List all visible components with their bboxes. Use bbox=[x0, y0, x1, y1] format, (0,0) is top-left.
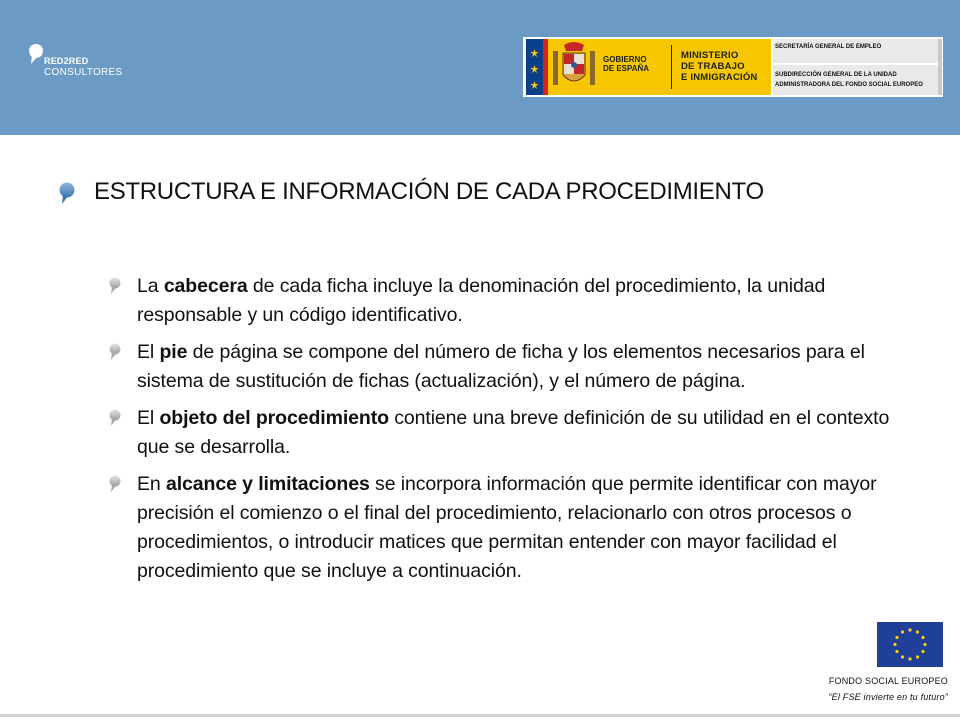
bullet-text: de cada ficha incluye la denominación del procedimiento, la unidad responsable y un código identificativo. bbox=[137, 275, 826, 326]
speech-bubble-icon bbox=[108, 475, 122, 495]
bullet-prefix: El bbox=[137, 407, 160, 429]
bullet-text: contiene una breve definición de su utilidad en el contexto que se desarrolla. bbox=[137, 407, 890, 458]
list-item bbox=[108, 404, 908, 462]
list-item bbox=[108, 272, 908, 330]
bullet-keyword: cabecera bbox=[163, 275, 248, 297]
speech-bubble-icon bbox=[108, 277, 122, 297]
eu-flag bbox=[877, 622, 943, 667]
bullet-text: se incorpora información que permite identificar con mayor precisión el comienzo o el final del procedimiento, relacionarlo con otros procesos o procedimientos, o introducir matices que permitan entender con mayor facilidad el procedimiento que se incluye a continuación. bbox=[137, 473, 877, 582]
bullet-prefix: El bbox=[137, 341, 160, 363]
secretaria-label: SECRETARÍA GENERAL DE EMPLEO bbox=[775, 44, 882, 50]
spain-flag-red bbox=[543, 39, 548, 95]
footer-divider bbox=[0, 714, 960, 717]
bullet-keyword: alcance y limitaciones bbox=[165, 473, 370, 495]
eu-stars-icon bbox=[877, 622, 943, 667]
bullet-list bbox=[108, 272, 908, 594]
gov-right-divider bbox=[773, 63, 938, 65]
speech-bubble-icon bbox=[108, 343, 122, 363]
government-logo bbox=[523, 37, 943, 97]
gov-right-panel bbox=[773, 39, 938, 95]
eu-flag-strip bbox=[526, 39, 543, 95]
bullet-prefix: La bbox=[137, 275, 164, 297]
gov-separator bbox=[671, 45, 672, 89]
list-item bbox=[108, 338, 908, 396]
gobierno-label: GOBIERNO DE ESPAÑA bbox=[603, 55, 650, 73]
bullet-text: de página se compone del número de ficha y los elementos necesarios para el sistema de sustitución de fichas (actualización), y el número de página. bbox=[137, 341, 865, 392]
bullet-prefix: En bbox=[137, 473, 166, 495]
header-bar bbox=[0, 0, 960, 135]
speech-bubble-icon bbox=[58, 182, 76, 208]
speech-bubble-icon bbox=[108, 409, 122, 429]
red2red-logo bbox=[28, 44, 123, 84]
subdireccion-label: SUBDIRECCIÓN GENERAL DE LA UNIDAD ADMINISTRADORA DEL FONDO SOCIAL EUROPEO bbox=[775, 72, 923, 88]
coat-of-arms-icon bbox=[549, 41, 599, 93]
list-item bbox=[108, 470, 908, 586]
slide-title: ESTRUCTURA E INFORMACIÓN DE CADA PROCEDIMIENTO bbox=[94, 178, 764, 205]
bullet-keyword: pie bbox=[159, 341, 188, 363]
bullet-keyword: objeto del procedimiento bbox=[159, 407, 389, 429]
logo-line1: RED2RED bbox=[44, 56, 89, 66]
gov-edge bbox=[938, 39, 942, 95]
star-icon bbox=[526, 39, 543, 95]
logo-line2: CONSULTORES bbox=[44, 67, 123, 78]
speech-bubble-icon bbox=[28, 44, 44, 66]
ministerio-label: MINISTERIO DE TRABAJO E INMIGRACIÓN bbox=[681, 50, 758, 83]
fund-motto: “El FSE invierte en tu futuro” bbox=[828, 692, 948, 702]
fund-label: FONDO SOCIAL EUROPEO bbox=[828, 676, 948, 686]
